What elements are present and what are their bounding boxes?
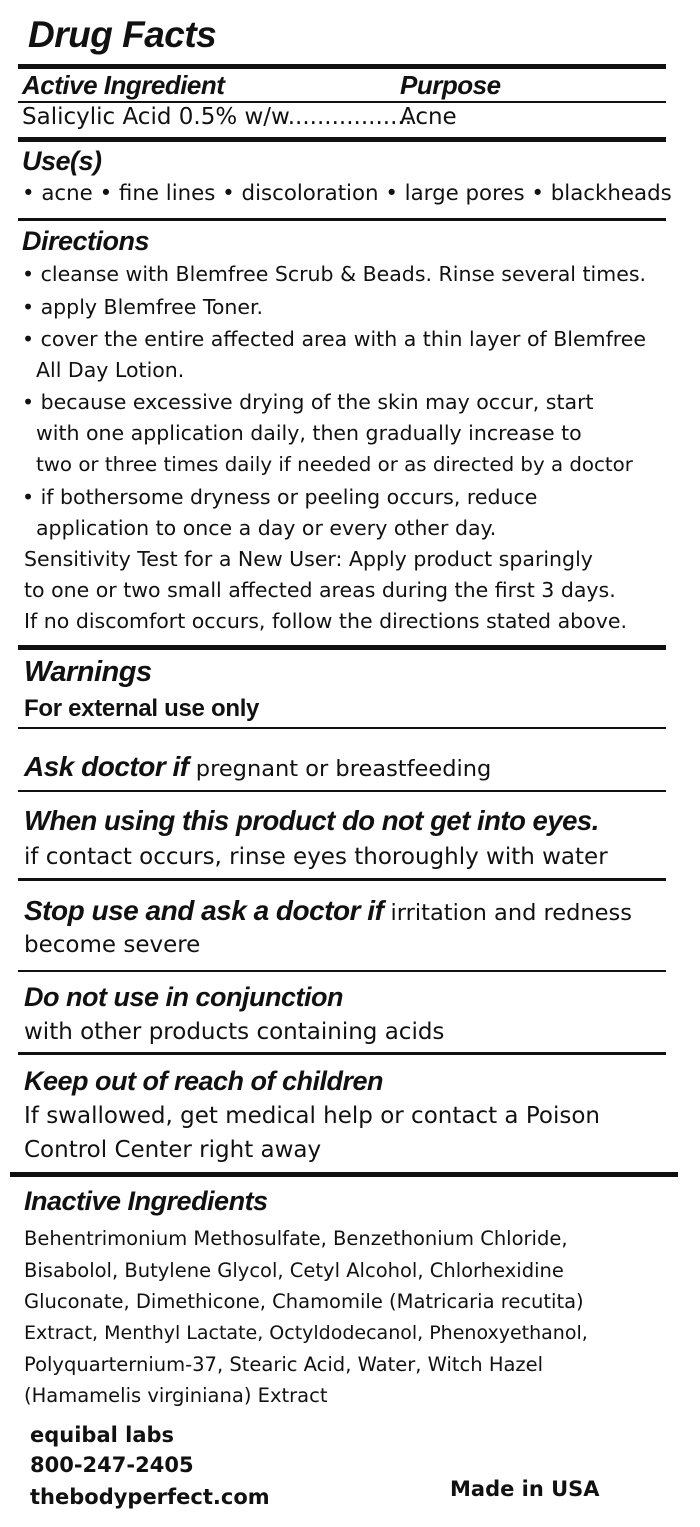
uses-header: Use(s) [22,146,102,176]
inactive-ingredients-line: Gluconate, Dimethicone, Chamomile (Matricaria recutita) [24,1290,584,1313]
inactive-ingredients-header: Inactive Ingredients [24,1186,268,1216]
divider [18,137,666,142]
divider [18,727,666,729]
divider [18,101,666,103]
divider [18,970,666,972]
directions-line: All Day Lotion. [36,358,185,382]
directions-header: Directions [22,226,150,256]
directions-line: Sensitivity Test for a New User: Apply product sparingly [24,547,593,571]
origin-text: Made in USA [450,1477,600,1501]
stop-use-heading: Stop use and ask a doctor if [24,895,384,926]
directions-line: application to once a day or every other day. [36,516,497,540]
purpose-value: Acne [400,104,457,130]
directions-line: • because excessive drying of the skin may occur, start [22,390,594,414]
active-ingredient-header: Active Ingredient [22,70,225,100]
conjunction-heading: Do not use in conjunction [24,982,343,1012]
directions-line: • cleanse with Blemfree Scrub & Beads. Rinse several times. [22,262,647,286]
company-name: equibal labs [30,1423,175,1447]
directions-line: two or three times daily if needed or as directed by a doctor [36,453,633,476]
inactive-ingredients-line: Behentrimonium Methosulfate, Benzethonium Chloride, [24,1227,568,1250]
warnings-header: Warnings [24,656,152,688]
inactive-ingredients-line: Extract, Menthyl Lactate, Octyldodecanol, Phenoxyethanol, [24,1322,588,1344]
drug-facts-title: Drug Facts [28,14,217,55]
phone-number: 800-247-2405 [30,1453,194,1477]
ask-doctor-text: pregnant or breastfeeding [188,756,492,782]
children-text: If swallowed, get medical help or contact a Poison [24,1103,600,1129]
stop-use-text-cont: become severe [24,932,201,958]
divider [18,790,666,792]
active-ingredient-value: Salicylic Acid 0.5% w/w................. [22,104,413,130]
stop-use-text: irritation and redness [383,900,632,926]
divider [18,878,666,881]
conjunction-text: with other products containing acids [24,1019,445,1045]
website: thebodyperfect.com [30,1485,270,1509]
divider [18,64,666,69]
inactive-ingredients-line: (Hamamelis virginiana) Extract [24,1384,328,1407]
stop-use-row [24,894,632,927]
when-using-text: if contact occurs, rinse eyes thoroughly with water [24,844,608,870]
purpose-header: Purpose [400,70,501,100]
divider [10,1172,678,1177]
directions-line: with one application daily, then gradually increase to [36,421,582,445]
directions-line: • cover the entire affected area with a thin layer of Blemfree [22,327,646,351]
inactive-ingredients-line: Polyquarternium-37, Stearic Acid, Water, Witch Hazel [24,1353,544,1376]
divider [18,218,666,221]
uses-text: • acne • fine lines • discoloration • large pores • blackheads [22,181,672,206]
children-heading: Keep out of reach of children [24,1066,384,1096]
directions-line: • apply Blemfree Toner. [22,295,264,319]
external-use-text: For external use only [24,695,260,722]
directions-line: to one or two small affected areas during the first 3 days. [24,578,616,602]
divider [18,645,666,650]
ask-doctor-heading: Ask doctor if [24,751,189,782]
directions-line: • if bothersome dryness or peeling occurs, reduce [22,485,538,509]
ask-doctor-row [24,750,491,783]
children-text-cont: Control Center right away [24,1137,322,1163]
directions-line: If no discomfort occurs, follow the directions stated above. [24,609,627,633]
divider [18,1052,666,1055]
when-using-heading: When using this product do not get into eyes. [24,805,599,836]
inactive-ingredients-line: Bisabolol, Butylene Glycol, Cetyl Alcohol, Chlorhexidine [24,1259,564,1282]
